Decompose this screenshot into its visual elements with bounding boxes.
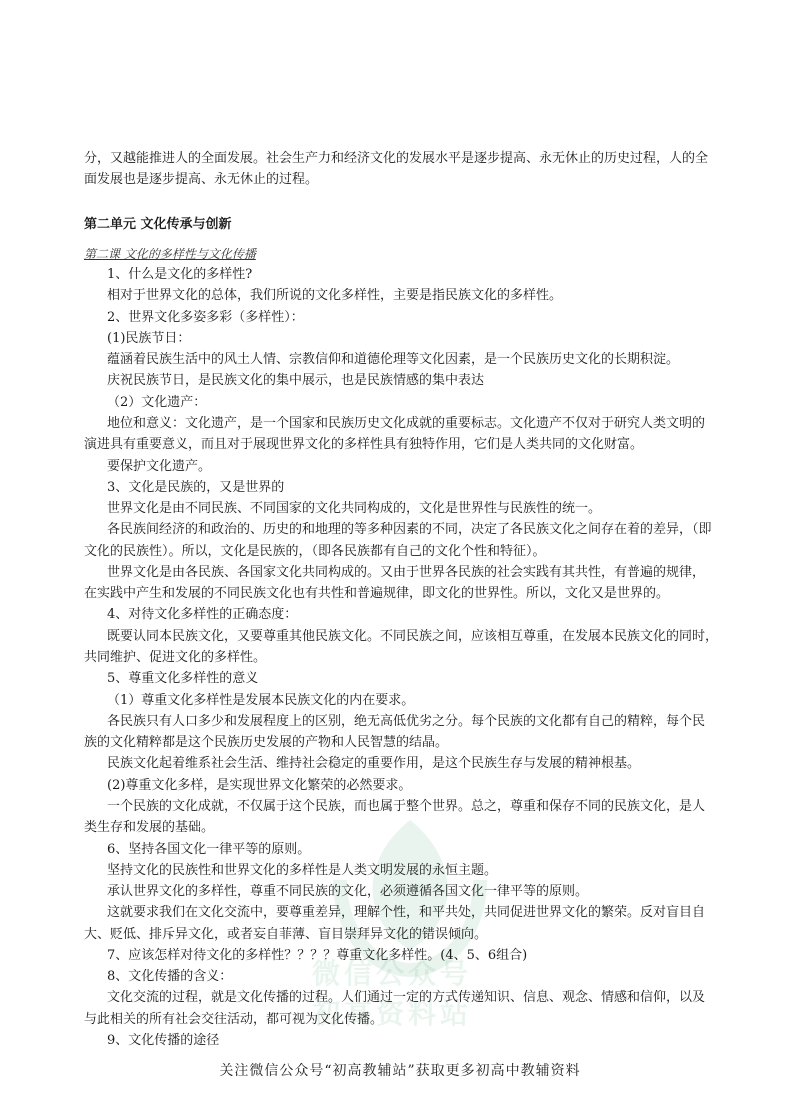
text-line: 演进具有重要意义，而且对于展现世界文化的多样性具有独特作用，它们是人类共同的文化财富。 bbox=[84, 437, 644, 452]
watermark-text-1: 微信公众号 bbox=[312, 957, 473, 990]
text-line: 承认世界文化的多样性，尊重不同民族的文化，必须遵循各国文化一律平等的原则。 bbox=[107, 884, 589, 899]
text-line: 族的文化精粹都是这个民族历史发展的产物和人民智慧的结晶。 bbox=[84, 735, 449, 750]
text-line: 大、贬低、排斥异文化，或者妄自菲薄、盲目崇拜异文化的错误倾向。 bbox=[84, 927, 488, 942]
text-line: 2、世界文化多姿多彩（多样性）： bbox=[107, 310, 304, 325]
text-line: (2)尊重文化多样，是实现世界文化繁荣的必然要求。 bbox=[107, 778, 412, 793]
text-line: 地位和意义：文化遗产，是一个国家和民族历史文化成就的重要标志。文化遗产不仅对于研究人类文明的 bbox=[107, 416, 706, 431]
text-line: 相对于世界文化的总体，我们所说的文化多样性，主要是指民族文化的多样性。 bbox=[107, 288, 563, 303]
text-line: 世界文化是由不同民族、不同国家的文化共同构成的，文化是世界性与民族性的统一。 bbox=[107, 501, 602, 516]
text-line: 5、尊重文化多样性的意义 bbox=[107, 671, 259, 686]
text-line: 7、应该怎样对待文化的多样性？？？？尊重文化多样性。(4、5、6组合) bbox=[107, 948, 528, 963]
text-line: 3、文化是民族的，又是世界的 bbox=[107, 480, 285, 495]
text-line: （1）尊重文化多样性是发展本民族文化的内在要求。 bbox=[107, 693, 415, 708]
text-line: (1)民族节日： bbox=[107, 331, 191, 346]
text-line: 坚持文化的民族性和世界文化的多样性是人类文明发展的永恒主题。 bbox=[107, 863, 498, 878]
text-line: 与此相关的所有社会交往活动，都可视为文化传播。 bbox=[84, 1012, 384, 1027]
text-line: 8、文化传播的含义： bbox=[107, 969, 233, 984]
text-line: 面发展也是逐步提高、永无休止的过程。 bbox=[84, 172, 319, 187]
text-line: 这就要求我们在文化交流中，要尊重差异，理解个性，和平共处，共同促进世界文化的繁荣。反对盲目自 bbox=[107, 905, 706, 920]
text-line: 分，又越能推进人的全面发展。社会生产力和经济文化的发展水平是逐步提高、永无休止的历史过程，人的全 bbox=[84, 151, 709, 166]
text-line: 各民族间经济的和政治的、历史的和地理的等多种因素的不同，决定了各民族文化之间存在着的差异，（即 bbox=[107, 522, 712, 537]
text-line: 共同维护、促进文化的多样性。 bbox=[84, 650, 267, 665]
text-line: 文化交流的过程，就是文化传播的过程。人们通过一定的方式传递知识、信息、观念、情感和信仰，以及 bbox=[107, 990, 706, 1005]
text-line: 既要认同本民族文化，又要尊重其他民族文化。不同民族之间，应该相互尊重，在发展本民族文化的同时， bbox=[107, 629, 719, 644]
text-line: 9、文化传播的途径 bbox=[107, 1033, 220, 1048]
text-line: 在实践中产生和发展的不同民族文化也有共性和普遍规律，即文化的世界性。所以，文化又是世界的。 bbox=[84, 586, 670, 601]
text-line: 庆祝民族节日，是民族文化的集中展示，也是民族情感的集中表达 bbox=[107, 373, 485, 388]
text-line: （2）文化遗产： bbox=[107, 395, 207, 410]
text-line: 一个民族的文化成就，不仅属于这个民族，而也属于整个世界。总之，尊重和保存不同的民族文化，是人 bbox=[107, 799, 706, 814]
text-line: 世界文化是由各民族、各国家文化共同构成的。又由于世界各民族的社会实践有其共性，有普遍的规律， bbox=[107, 565, 706, 580]
text-line: 各民族只有人口多少和发展程度上的区别，绝无高低优劣之分。每个民族的文化都有自己的精粹，每个民 bbox=[107, 714, 706, 729]
unit-heading: 第二单元 文化传承与创新 bbox=[84, 217, 232, 232]
footer-note: 关注微信公众号“初高教辅站”获取更多初高中教辅资料 bbox=[219, 1063, 581, 1079]
lesson-heading: 第二课 文化的多样性与文化传播 bbox=[84, 247, 256, 261]
text-line: 6、坚持各国文化一律平等的原则。 bbox=[107, 842, 311, 857]
text-line: 1、什么是文化的多样性? bbox=[107, 267, 253, 282]
text-line: 4、对待文化多样性的正确态度： bbox=[107, 607, 298, 622]
watermark-text-2: 初高资料站 bbox=[312, 997, 473, 1030]
text-line: 类生存和发展的基础。 bbox=[84, 820, 215, 835]
text-line: 蕴涵着民族生活中的风土人情、宗教信仰和道德伦理等文化因素，是一个民族历史文化的长期积淀。 bbox=[107, 352, 680, 367]
text-line: 民族文化起着维系社会生活、维持社会稳定的重要作用，是这个民族生存与发展的精神根基。 bbox=[107, 756, 641, 771]
text-line: 文化的民族性）。所以，文化是民族的，（即各民族都有自己的文化个性和特征）。 bbox=[84, 544, 546, 559]
text-line: 要保护文化遗产。 bbox=[107, 459, 212, 474]
